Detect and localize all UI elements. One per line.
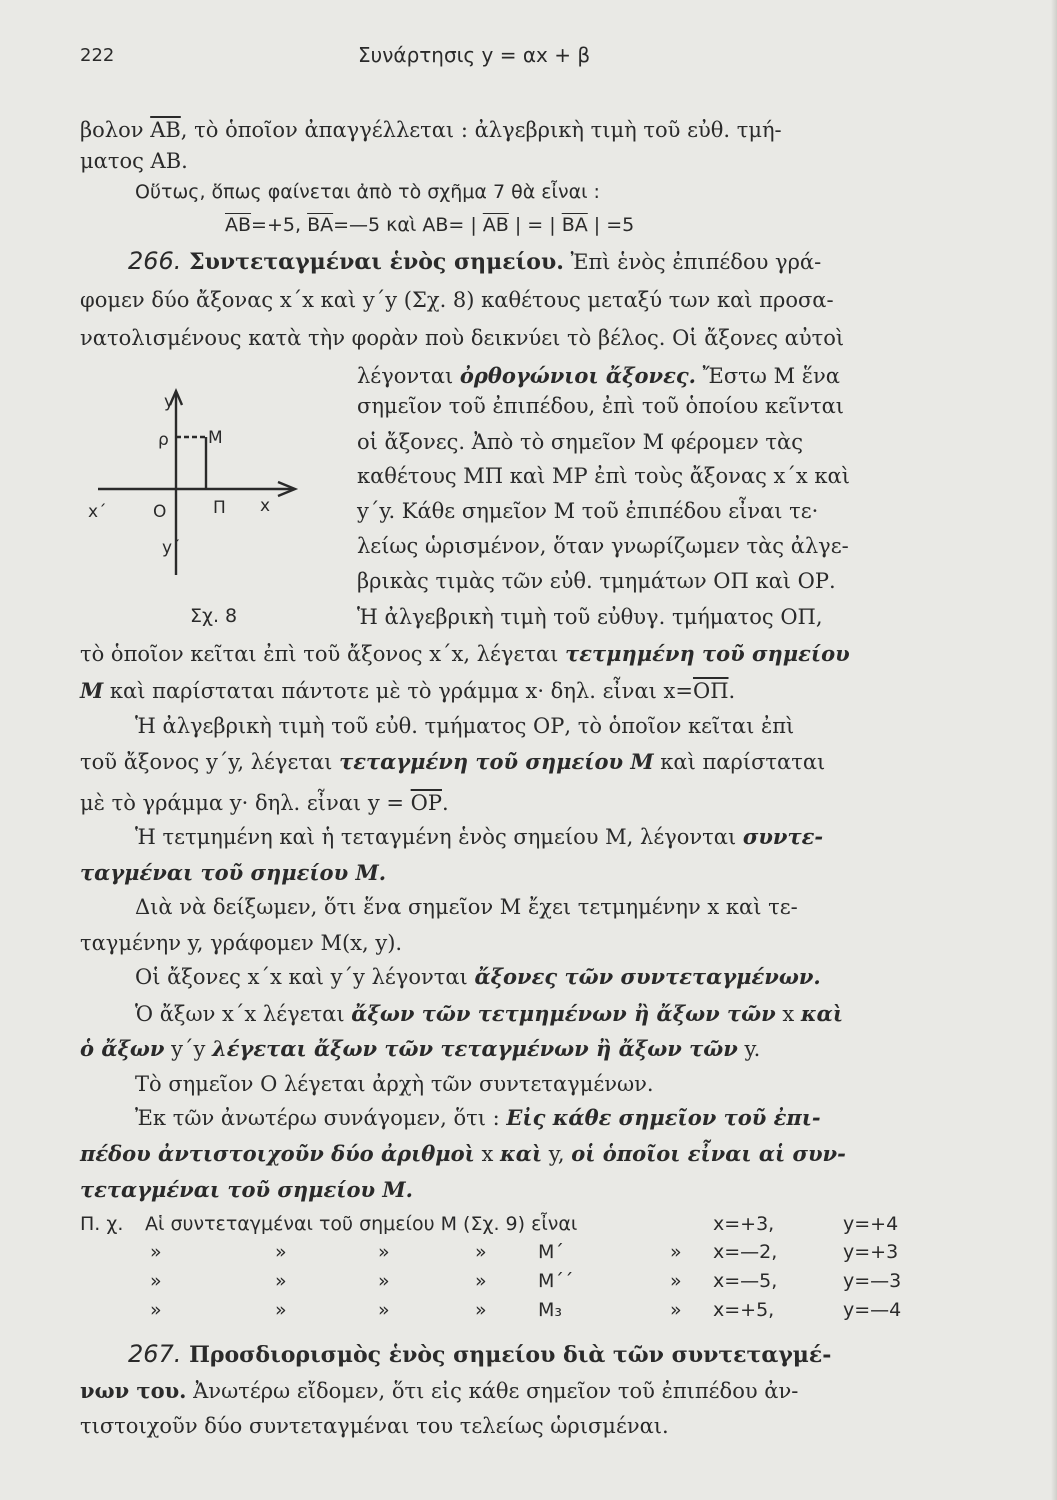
figure-caption: Σχ. 8: [190, 605, 238, 627]
ditto-mark: »: [378, 1299, 390, 1321]
label-M: Μ: [208, 428, 223, 448]
text-line: ταγμέναι τοῦ σημείου Μ.: [80, 860, 387, 885]
page-number: 222: [80, 45, 115, 66]
ditto-mark: »: [670, 1270, 682, 1292]
text-line: Ἡ τετμημένη καὶ ἡ τεταγμένη ἑνὸς σημείου Μ, λέγονται συντε-: [135, 824, 824, 849]
section-heading-266: 266. Συντεταγμέναι ἑνὸς σημείου. Ἐπὶ ἑνὸς ἐπιπέδου γρά-: [128, 247, 822, 275]
ditto-mark: »: [150, 1241, 162, 1263]
text-line: Ἡ ἀλγεβρικὴ τιμὴ τοῦ εὐθυγ. τμήματος ΟΠ,: [357, 605, 823, 629]
ditto-mark: »: [150, 1299, 162, 1321]
table-cell-point: Μ΄: [538, 1241, 564, 1263]
ditto-mark: »: [378, 1241, 390, 1263]
ditto-mark: »: [275, 1299, 287, 1321]
table-cell-point: Μ₃: [538, 1299, 563, 1321]
label-x-prime: x΄: [88, 502, 107, 522]
text-line: βολον $\overline{AB}$, τὸ ὁποῖον ἀπαγγέλλεται : ἀλγεβρικὴ τιμὴ τοῦ εὐθ. τμή-: [80, 118, 782, 142]
text-line: Μ καὶ παρίσταται πάντοτε μὲ τὸ γράμμα x· δηλ. εἶναι $x=\overline{O\Pi}$.: [80, 678, 736, 703]
equation-line: $\overline{AB}=+5$, $\overline{BA}=—5$ καὶ ΑΒ= | $\overline{AB}$ | = | $\overline{BA}$ | =5: [225, 214, 635, 236]
text-line: μὲ τὸ γράμμα y· δηλ. εἶναι $y = \overline{OP}$.: [80, 791, 449, 815]
table-cell-x: x=+3,: [713, 1213, 775, 1235]
label-rho: ρ: [158, 430, 169, 450]
label-y-prime: y΄: [162, 538, 181, 558]
text-line: ματος ΑΒ.: [80, 149, 188, 173]
text-line: Ἡ ἀλγεβρικὴ τιμὴ τοῦ εὐθ. τμήματος ΟΡ, τὸ ὁποῖον κεῖται ἐπὶ: [135, 714, 795, 738]
text-line: τὸ ὁποῖον κεῖται ἐπὶ τοῦ ἄξονος x΄x, λέγεται τετμημένη τοῦ σημείου: [80, 641, 850, 666]
text-line: οἱ ἄξονες. Ἀπὸ τὸ σημεῖον Μ φέρομεν τὰς: [357, 430, 803, 454]
ditto-mark: »: [275, 1241, 287, 1263]
text-line: λείως ὡρισμένον, ὅταν γνωρίζωμεν τὰς ἀλγε-: [357, 534, 849, 558]
text-line: Διὰ νὰ δείξωμεν, ὅτι ἕνα σημεῖον Μ ἔχει τετμημένην x καὶ τε-: [135, 895, 798, 919]
section-heading-267: 267. Προσδιορισμὸς ἑνὸς σημείου διὰ τῶν συντεταγμέ-: [128, 1340, 832, 1368]
example-prefix: Π. χ.: [80, 1213, 124, 1235]
page-edge-shadow: [1051, 0, 1057, 1500]
table-cell-y: y=+4: [843, 1213, 899, 1235]
table-cell-y: y=—3: [843, 1270, 902, 1292]
label-y: y: [164, 392, 175, 412]
text-line: Οἱ ἄξονες x΄x καὶ y΄y λέγονται ἄξονες τῶν συντεταγμένων.: [135, 964, 821, 989]
label-O: Ο: [153, 502, 167, 522]
text-line: καθέτους ΜΠ καὶ ΜΡ ἐπὶ τοὺς ἄξονας x΄x καὶ: [357, 464, 850, 488]
ditto-mark: »: [275, 1270, 287, 1292]
text-line: τοῦ ἄξονος y΄y, λέγεται τεταγμένη τοῦ σημείου Μ καὶ παρίσταται: [80, 749, 826, 774]
running-title: Συνάρτησις y = αx + β: [358, 43, 591, 67]
text-line: Οὕτως, ὅπως φαίνεται ἀπὸ τὸ σχῆμα 7 θὰ εἶναι :: [135, 181, 600, 203]
text-line: λέγονται ὀρθογώνιοι ἄξονες. Ἔστω Μ ἕνα: [357, 363, 840, 388]
table-cell-y: y=—4: [843, 1299, 902, 1321]
ditto-mark: »: [670, 1299, 682, 1321]
text-line: σημεῖον τοῦ ἐπιπέδου, ἐπὶ τοῦ ὁποίου κεῖνται: [357, 394, 844, 418]
text-line: τεταγμέναι τοῦ σημείου Μ.: [80, 1177, 413, 1202]
text-line: ταγμένην y, γράφομεν Μ(x, y).: [80, 931, 403, 955]
ditto-mark: »: [475, 1299, 487, 1321]
ditto-mark: »: [378, 1270, 390, 1292]
text-line: πέδου ἀντιστοιχοῦν δύο ἀριθμοὶ x καὶ y, οἱ ὁποῖοι εἶναι αἱ συν-: [80, 1141, 846, 1166]
text-line: φομεν δύο ἄξονας x΄x καὶ y΄y (Σχ. 8) καθέτους μεταξύ των καὶ προσα-: [80, 288, 834, 312]
label-x: x: [260, 496, 271, 516]
table-cell-x: x=—5,: [713, 1270, 778, 1292]
ditto-mark: »: [475, 1241, 487, 1263]
ditto-mark: »: [475, 1270, 487, 1292]
table-cell-point: Μ΄΄: [538, 1270, 574, 1292]
ditto-mark: »: [150, 1270, 162, 1292]
text-line: y΄y. Κάθε σημεῖον Μ τοῦ ἐπιπέδου εἶναι τε·: [357, 499, 819, 523]
text-line: βρικὰς τιμὰς τῶν εὐθ. τμημάτων ΟΠ καὶ ΟΡ.: [357, 569, 836, 593]
text-line: τιστοιχοῦν δύο συντεταγμέναι του τελείως ὡρισμέναι.: [80, 1414, 669, 1438]
text-line: νων του. Ἀνωτέρω εἴδομεν, ὅτι εἰς κάθε σημεῖον τοῦ ἐπιπέδου ἀν-: [80, 1378, 799, 1403]
table-cell-x: x=+5,: [713, 1299, 775, 1321]
example-intro: Αἱ συντεταγμέναι τοῦ σημείου Μ (Σχ. 9) εἶναι: [145, 1213, 578, 1235]
table-cell-x: x=—2,: [713, 1241, 778, 1263]
table-cell-y: y=+3: [843, 1241, 899, 1263]
coordinate-axes-figure: [88, 385, 313, 580]
text-line: νατολισμένους κατὰ τὴν φορὰν ποὺ δεικνύει τὸ βέλος. Οἱ ἄξονες αὐτοὶ: [80, 326, 845, 350]
text-line: Τὸ σημεῖον Ο λέγεται ἀρχὴ τῶν συντεταγμένων.: [135, 1072, 654, 1096]
label-pi: Π: [213, 498, 226, 518]
text-line: Ἐκ τῶν ἀνωτέρω συνάγομεν, ὅτι : Εἰς κάθε σημεῖον τοῦ ἐπι-: [135, 1105, 821, 1130]
ditto-mark: »: [670, 1241, 682, 1263]
text-line: ὁ ἄξων y΄y λέγεται ἄξων τῶν τεταγμένων ἢ ἄξων τῶν y.: [80, 1036, 761, 1061]
text-line: Ὁ ἄξων x΄x λέγεται ἄξων τῶν τετμημένων ἢ ἄξων τῶν x καὶ: [135, 1001, 843, 1026]
